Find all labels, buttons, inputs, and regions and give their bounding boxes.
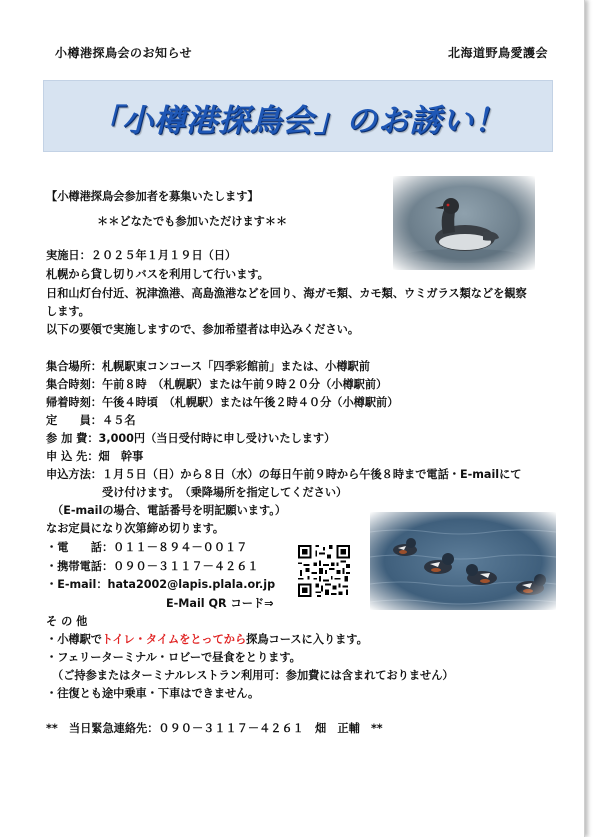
meeting-place-label: 集合場所： (46, 360, 102, 373)
return-time-label: 帰着時刻： (46, 396, 102, 409)
other-item-1-post: 探鳥コースに入ります。 (246, 633, 368, 646)
other-item-4: ・往復とも途中乗車・下車はできません。 (46, 687, 260, 700)
apply-note: 以下の要領で実施しますので、参加希望者は申込みください。 (46, 323, 360, 336)
email-qr-code[interactable] (296, 543, 352, 599)
mobile-label: ・携帯電話： (46, 560, 114, 573)
header-notice-title: 小樽港探鳥会のお知らせ (55, 46, 193, 60)
mobile-number: ０９０－３１１７－４２６１ (113, 560, 259, 573)
other-item-1 (46, 633, 368, 647)
qr-code-icon (296, 543, 352, 599)
applicant-label: 申 込 先： (46, 450, 99, 463)
return-time: 午後４時頃 （札幌駅）または午後２時４０分（小樽駅前） (101, 396, 399, 409)
meeting-place-row (46, 360, 370, 374)
other-heading: そ の 他 (46, 615, 88, 628)
deadline-note: なお定員になり次第締め切ります。 (46, 522, 225, 535)
applicant: 畑 幹事 (98, 450, 144, 463)
event-date-label: 実施日： (46, 249, 91, 262)
grebe-illustration (393, 176, 535, 270)
meeting-time: 午前８時 （札幌駅）または午前９時２０分（小樽駅前） (101, 378, 388, 391)
qr-caption: E-Mail QR コード⇒ (166, 597, 274, 610)
bus-info: 札幌から貸し切りバスを利用して行います。 (46, 268, 269, 281)
route-line-2: します。 (46, 305, 90, 318)
route-line-1: 日和山灯台付近、祝津漁港、高島漁港などを回り、海ガモ類、カモ類、ウミガラス類などを観察 (46, 287, 527, 300)
page-title: 「小樽港探鳥会」のお誘い！ (90, 103, 506, 139)
email-row (46, 578, 275, 592)
header-organization: 北海道野鳥愛護会 (447, 46, 548, 60)
capacity-label: 定 員： (46, 414, 102, 427)
email-note: （E-mailの場合、電話番号を明記願います。） (52, 504, 287, 517)
capacity-row (46, 414, 136, 428)
meeting-time-label: 集合時刻： (46, 378, 102, 391)
mobile-row (46, 560, 259, 574)
meeting-place: 札幌駅東コンコース「四季彩館前」または、小樽駅前 (101, 360, 370, 373)
anyone-welcome: ＊＊どなたでも参加いただけます＊＊ (97, 215, 288, 228)
phone-number: ０１１－８９４－００１７ (113, 541, 248, 554)
return-time-row (46, 396, 398, 410)
emergency-contact: ** 当日緊急連絡先：０９０－３１１７－４２６１ 畑 正輔 ** (46, 722, 383, 735)
applicant-row (46, 450, 143, 464)
method-label: 申込方法： (46, 468, 102, 481)
other-item-3: （ご持参またはターミナルレストラン利用可：参加費には含まれておりません） (52, 669, 454, 682)
recruit-heading: 【小樽港探鳥会参加者を募集いたします】 (46, 190, 259, 203)
email-label: ・E-mail： (46, 578, 108, 591)
meeting-time-row (46, 378, 387, 392)
event-date-row (46, 249, 236, 263)
fee-row (46, 432, 335, 446)
method-line-2: 受け付けます。 （乗降場所を指定してください） (102, 486, 348, 499)
method-line-1: １月５日（日）から８日（水）の毎日午前９時から午後８時まで電話・E-mailにて (101, 468, 522, 481)
other-item-2: ・フェリーターミナル・ロビーで昼食をとります。 (46, 651, 301, 664)
fee: 3,000円（当日受付時に申し受けいたします） (98, 432, 336, 445)
toilet-time-highlight: トイレ・タイムをとってから (101, 633, 247, 646)
phone-row (46, 541, 247, 555)
email-address[interactable]: hata2002@lapis.plala.or.jp (107, 578, 276, 591)
other-item-1-pre: ・小樽駅で (46, 633, 102, 646)
method-row (46, 468, 522, 482)
event-date: ２０２５年１月１９日（日） (90, 249, 237, 262)
harlequin-ducks-photo (370, 512, 556, 610)
harlequin-ducks-illustration (370, 512, 556, 610)
capacity: ４５名 (101, 414, 136, 427)
phone-label: ・電 話： (46, 541, 114, 554)
title-banner (43, 80, 553, 152)
fee-label: 参 加 費： (46, 432, 99, 445)
grebe-photo (393, 176, 535, 270)
